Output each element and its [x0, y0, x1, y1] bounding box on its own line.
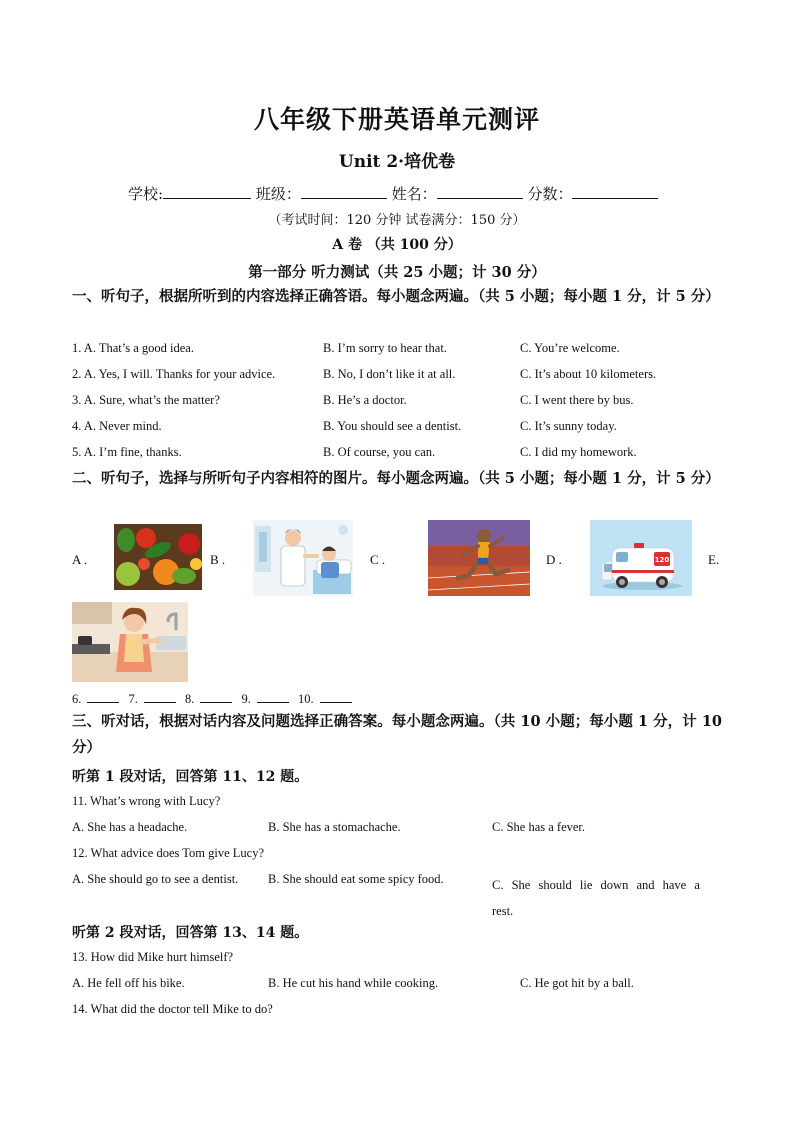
runner-picture [428, 520, 530, 596]
section2-heading: 二、听句子，选择与所听句子内容相符的图片。每小题念两遍。（共 5 小题；每小题 1 分，计 5 分） [72, 470, 720, 487]
q13-text: 13. How did Mike hurt himself? [72, 950, 234, 964]
score-label: 分数： [527, 185, 573, 203]
answer-blank-9[interactable] [257, 690, 289, 703]
q12-option-b: B. She should eat some spicy food. [268, 872, 444, 886]
hand-washing-picture [72, 602, 188, 682]
volume-heading: A 卷 （共 100 分） [332, 237, 462, 253]
q5-option-a: 5. A. I’m fine, thanks. [72, 445, 182, 459]
score-blank [572, 184, 658, 199]
q2-option-c: C. It’s about 10 kilometers. [520, 367, 657, 381]
student-info-row [128, 183, 658, 204]
q13-option-c: C. He got hit by a ball. [520, 976, 634, 990]
exam-note: （考试时间：120 分钟 试卷满分：150 分） [268, 213, 526, 228]
blank-label-8: 8. [185, 692, 195, 706]
picture-label-a: A . [72, 552, 88, 567]
dialog2-heading: 听第 2 段对话，回答第 13、14 题。 [72, 925, 309, 941]
q12-option-a: A. She should go to see a dentist. [72, 872, 239, 886]
dialog1-heading: 听第 1 段对话，回答第 11、12 题。 [72, 769, 309, 785]
q1-option-c: C. You’re welcome. [520, 341, 620, 355]
picture-label-c: C . [370, 552, 386, 567]
answer-blank-6[interactable] [87, 690, 119, 703]
q13-option-a: A. He fell off his bike. [72, 976, 185, 990]
picture-label-e: E. [708, 552, 720, 567]
page-title: 八年级下册英语单元测评 [253, 105, 540, 134]
school-label: 学校: [128, 185, 164, 203]
class-blank [301, 184, 387, 199]
name-label: 姓名： [391, 185, 437, 203]
answer-blank-8[interactable] [200, 690, 232, 703]
blank-label-7: 7. [128, 692, 138, 706]
q5-option-c: C. I did my homework. [520, 445, 637, 459]
answer-blank-7[interactable] [144, 690, 176, 703]
q4-option-b: B. You should see a dentist. [323, 419, 462, 433]
q11-option-a: A. She has a headache. [72, 820, 188, 834]
q12-text: 12. What advice does Tom give Lucy? [72, 846, 265, 860]
q3-option-a: 3. A. Sure, what’s the matter? [72, 393, 220, 407]
q4-option-c: C. It’s sunny today. [520, 419, 617, 433]
q4-option-a: 4. A. Never mind. [72, 419, 162, 433]
q11-option-b: B. She has a stomachache. [268, 820, 401, 834]
q3-option-c: C. I went there by bus. [520, 393, 634, 407]
q11-text: 11. What’s wrong with Lucy? [72, 794, 221, 808]
part-heading: 第一部分 听力测试（共 25 小题；计 30 分） [248, 264, 546, 281]
q11-option-c: C. She has a fever. [492, 820, 586, 834]
q3-option-b: B. He’s a doctor. [323, 393, 407, 407]
ambulance-number: 120 [654, 556, 670, 564]
answer-blank-10[interactable] [320, 690, 352, 703]
q5-option-b: B. Of course, you can. [323, 445, 436, 459]
q2-option-a: 2. A. Yes, I will. Thanks for your advice. [72, 367, 276, 381]
ambulance-picture [590, 520, 692, 596]
q12-option-c: C. She should lie down and have a rest. [492, 878, 700, 918]
answer-blanks-row [72, 690, 358, 707]
page-subtitle: Unit 2·培优卷 [338, 152, 456, 172]
picture-label-b: B . [210, 552, 226, 567]
q1-option-a: 1. A. That’s a good idea. [72, 341, 194, 355]
q14-text: 14. What did the doctor tell Mike to do? [72, 1002, 273, 1016]
school-blank [163, 184, 251, 199]
doctor-patient-picture [253, 520, 353, 596]
q1-option-b: B. I’m sorry to hear that. [323, 341, 447, 355]
section3-heading: 三、听对话，根据对话内容及问题选择正确答案。每小题念两遍。（共 10 小题；每小题 1 分，计 10 分） [72, 713, 722, 756]
picture-label-d: D . [546, 552, 562, 567]
blank-label-10: 10. [298, 692, 314, 706]
q2-option-b: B. No, I don’t like it at all. [323, 367, 456, 381]
name-blank [437, 184, 523, 199]
vegetables-fruit-picture [114, 524, 202, 590]
section1-heading: 一、听句子，根据所听到的内容选择正确答语。每小题念两遍。（共 5 小题；每小题 1 分，计 5 分） [72, 288, 720, 305]
blank-label-6: 6. [72, 692, 82, 706]
class-label: 班级： [255, 185, 301, 203]
q13-option-b: B. He cut his hand while cooking. [268, 976, 439, 990]
blank-label-9: 9. [241, 692, 251, 706]
